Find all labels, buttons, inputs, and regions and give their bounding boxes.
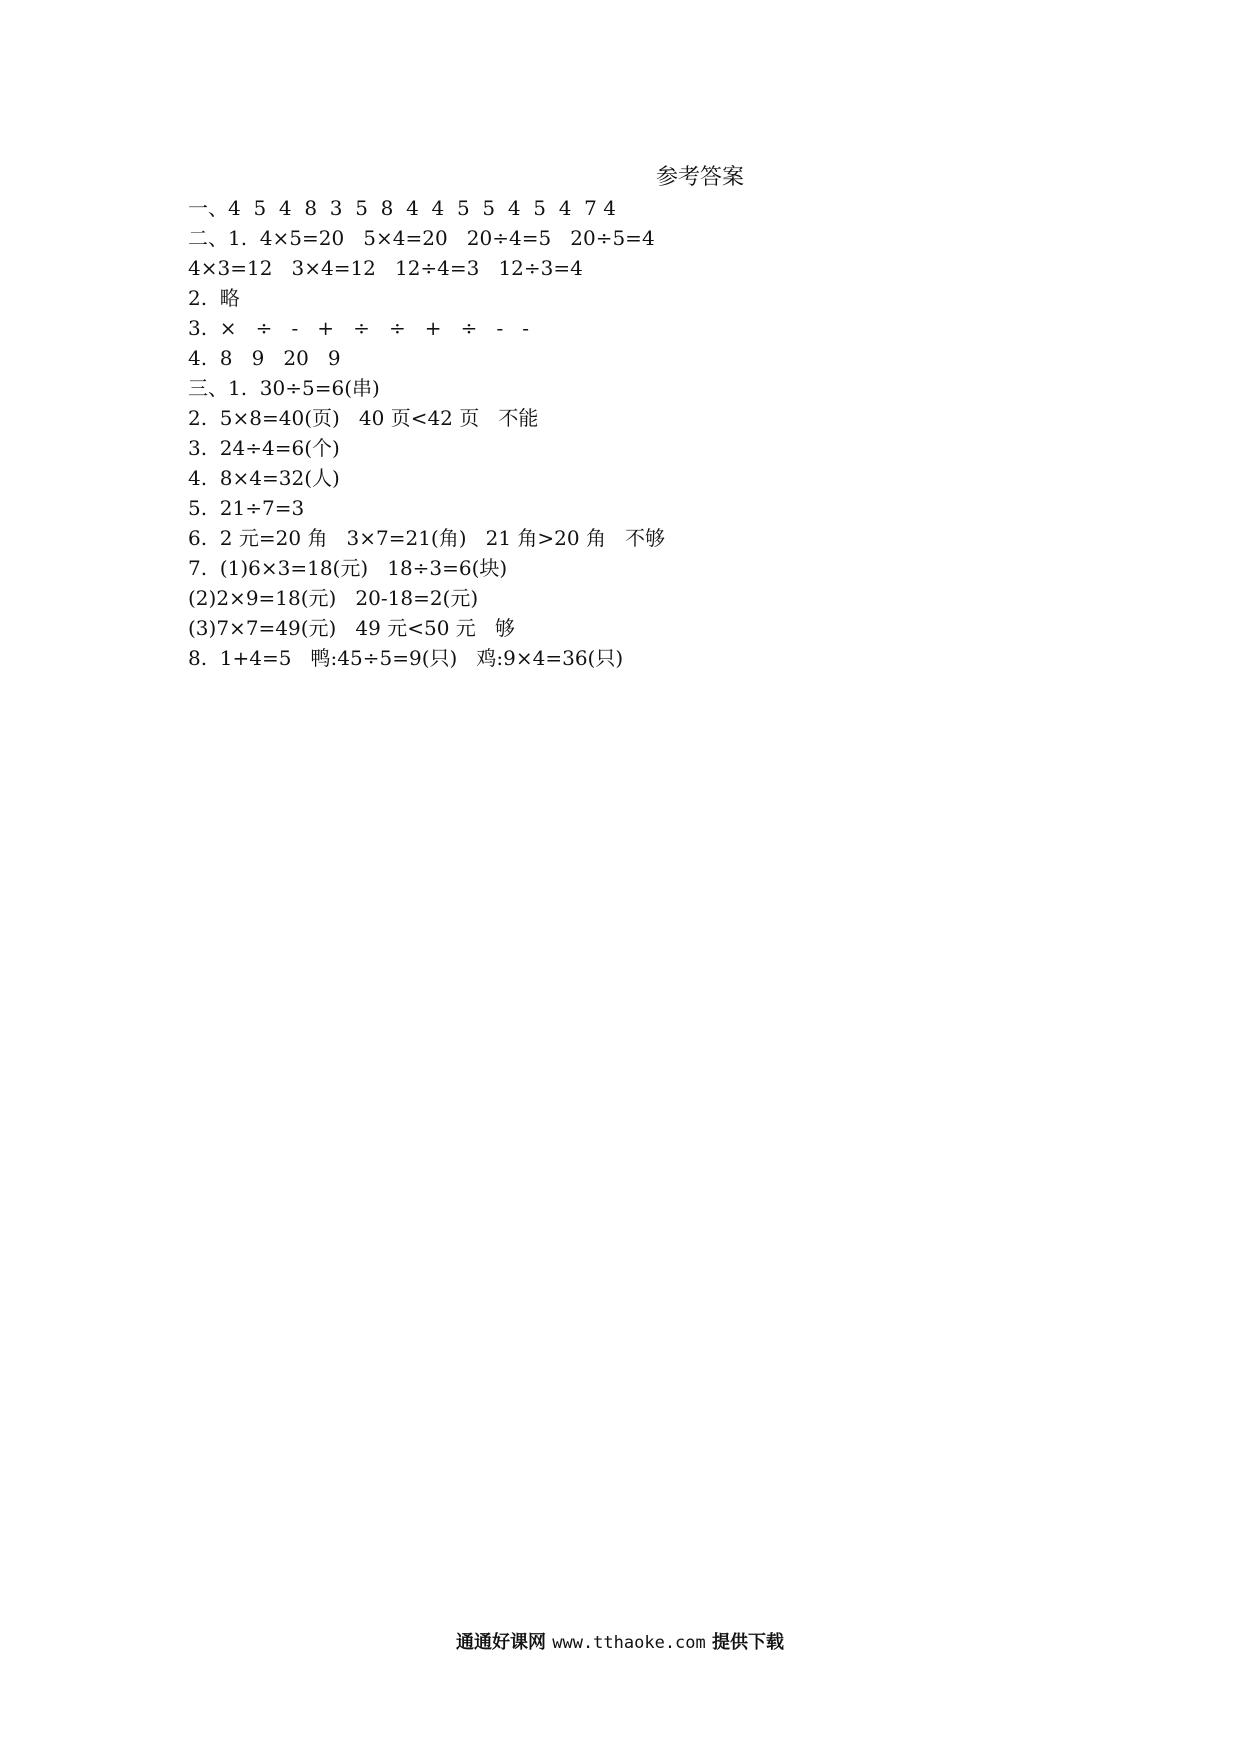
answer-line-3: 4×3=12 3×4=12 12÷4=3 12÷3=4 [188,256,583,280]
answer-line-7: 三、1. 30÷5=6(串) [188,376,380,400]
answer-line-11: 5. 21÷7=3 [188,496,305,520]
answer-line-12: 6. 2 元=20 角 3×7=21(角) 21 角>20 角 不够 [188,526,666,550]
answer-list [188,193,1088,673]
answer-line-1: 一、4 5 4 8 3 5 8 4 4 5 5 4 5 4 7 4 [188,196,616,220]
page-footer [0,1628,1240,1654]
answer-line-4: 2. 略 [188,286,240,310]
answer-line-8: 2. 5×8=40(页) 40 页<42 页 不能 [188,406,539,430]
answer-line-13: 7. (1)6×3=18(元) 18÷3=6(块) [188,556,508,580]
answer-line-2: 二、1. 4×5=20 5×4=20 20÷4=5 20÷5=4 [188,226,655,250]
answer-line-10: 4. 8×4=32(人) [188,466,340,490]
page-title: 参考答案 [655,165,744,190]
answer-line-6: 4. 8 9 20 9 [188,346,341,370]
answer-line-5: 3. × ÷ - + ÷ ÷ + ÷ - - [188,316,530,340]
answer-line-9: 3. 24÷4=6(个) [188,436,340,460]
answer-line-16: 8. 1+4=5 鸭:45÷5=9(只) 鸡:9×4=36(只) [188,646,624,670]
footer-site-name: 通通好课网 [455,1632,546,1653]
answer-line-14: (2)2×9=18(元) 20-18=2(元) [188,586,479,610]
answer-line-15: (3)7×7=49(元) 49 元<50 元 够 [188,616,515,640]
footer-suffix: 提供下载 [712,1632,785,1653]
footer-url-link[interactable]: www.tthaoke.com [552,1633,706,1653]
